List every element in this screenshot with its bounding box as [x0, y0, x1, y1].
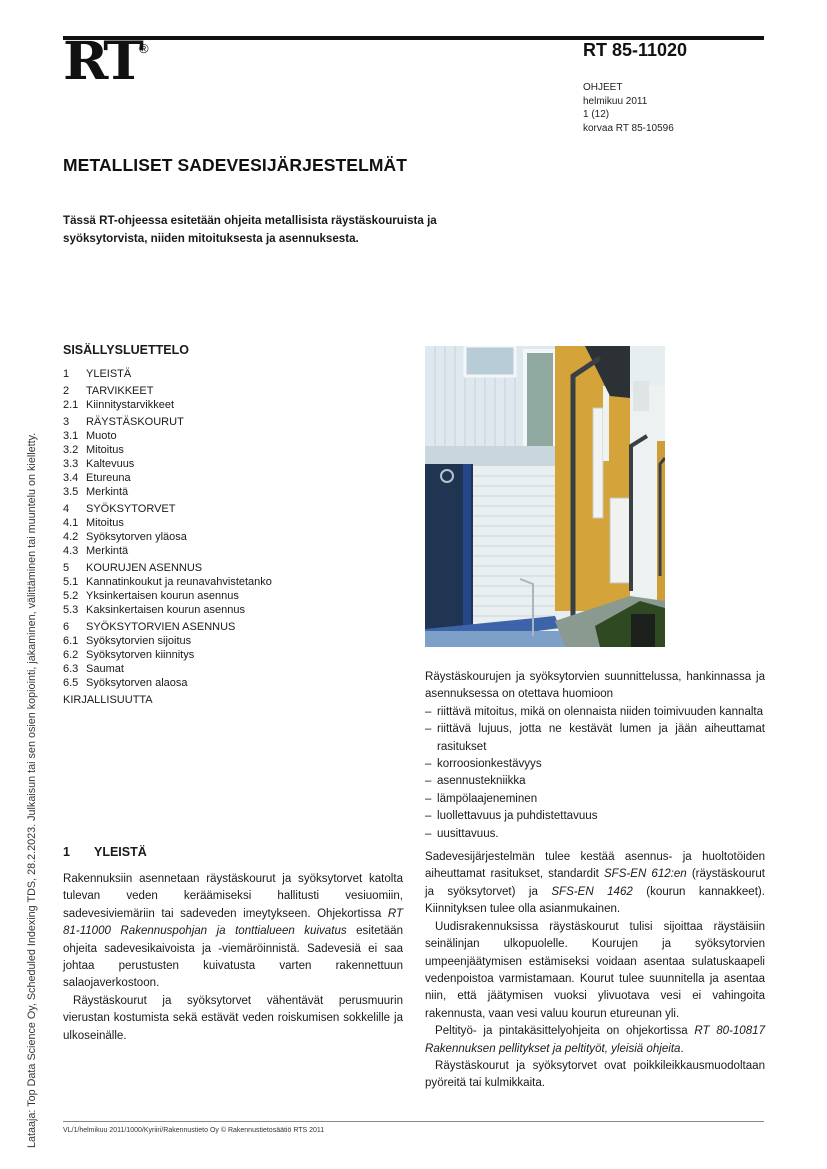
toc-item-label: RÄYSTÄSKOURUT	[86, 416, 184, 428]
toc-item-number: 3.2	[63, 444, 79, 456]
list-item: – riittävä mitoitus, mikä on olennaista niiden toimivuuden kannalta	[425, 704, 765, 721]
reference-sfs-en-1462: SFS-EN 1462	[551, 885, 633, 898]
document-code: RT 85-11020	[583, 40, 688, 60]
text: Rakennuksiin asennetaan räystäskourut ja syöksytorvet katolta tulevan veden keräämiseksi hallitusti vesiuomiin, sadevesiviemäriin tai sadeveden imeytykseen. Ohjekortissa	[63, 873, 403, 920]
toc-group	[63, 620, 403, 690]
building-photo	[425, 346, 665, 647]
toc-item-number: 6.3	[63, 663, 79, 675]
toc-item-number: 5.1	[63, 576, 79, 588]
page-count: 1 (12)	[583, 109, 610, 120]
toc-item-label: Muoto	[86, 430, 117, 442]
toc-item-number: 3.4	[63, 472, 79, 484]
toc-item-label: Mitoitus	[86, 517, 124, 529]
toc-item-number: 6.5	[63, 677, 79, 689]
lead-paragraph: Tässä RT-ohjeessa esitetään ohjeita metallisista räystäskouruista ja syöksytorvista, niiden mitoituksesta ja asennuksesta.	[63, 214, 437, 245]
text: .	[680, 1042, 684, 1055]
list-item: – uusittavuus.	[425, 826, 765, 843]
list-item: – riittävä lujuus, jotta ne kestävät lumen ja jään aiheuttamat rasitukset	[425, 721, 765, 756]
toc-item-label: Yksinkertaisen kourun asennus	[86, 590, 239, 602]
toc-group	[63, 415, 403, 499]
toc-item[interactable]	[63, 662, 403, 676]
replaces: korvaa RT 85-10596	[583, 122, 674, 134]
text: Sadevesijärjestelmän tulee kestää asennus- ja huoltotöiden aiheuttamat rasitukset, standardit	[425, 851, 765, 881]
toc-item[interactable]	[63, 648, 403, 662]
toc-item[interactable]	[63, 471, 403, 485]
toc-item-label: Syöksytorven yläosa	[86, 531, 187, 543]
toc-group	[63, 561, 403, 617]
section-title: YLEISTÄ	[94, 845, 147, 859]
toc-item-number: 3.3	[63, 458, 79, 470]
toc-item[interactable]	[63, 561, 403, 575]
toc-item-label: Kaksinkertaisen kourun asennus	[86, 604, 245, 616]
toc-item-label: Syöksytorvien sijoitus	[86, 635, 192, 647]
toc-item-label: Merkintä	[86, 545, 129, 557]
toc-item-label: YLEISTÄ	[86, 368, 132, 380]
toc-item[interactable]	[63, 415, 403, 429]
paragraph	[63, 871, 403, 993]
toc-item[interactable]	[63, 443, 403, 457]
toc-item[interactable]	[63, 384, 403, 398]
toc-item-label: KOURUJEN ASENNUS	[86, 562, 203, 574]
table-of-contents	[63, 343, 403, 707]
toc-item[interactable]	[63, 575, 403, 589]
toc-item[interactable]	[63, 530, 403, 544]
section-1-body	[63, 871, 403, 1045]
toc-item-number: 3	[63, 416, 70, 428]
toc-item[interactable]	[63, 398, 403, 412]
toc-item-label: TARVIKKEET	[86, 385, 154, 397]
toc-item-number: 6.2	[63, 649, 79, 661]
toc-item-number: 4.3	[63, 545, 79, 557]
toc-item-number: 6.1	[63, 635, 79, 647]
text: (räystäskourut ja syöksytorvet) ja	[425, 868, 765, 898]
paragraph	[425, 1023, 765, 1058]
toc-item[interactable]	[63, 502, 403, 516]
paragraph: Räystäskourut ja syöksytorvet ovat poikkileikkausmuodoltaan pyöreitä tai kulmikkaita.	[425, 1059, 765, 1090]
list-item: – luollettavuus ja puhdistettavuus	[425, 808, 765, 825]
toc-item-kirjallisuutta[interactable]: KIRJALLISUUTTA	[63, 694, 153, 706]
toc-item-label: SYÖKSYTORVET	[86, 503, 176, 515]
toc-item[interactable]	[63, 516, 403, 530]
paragraph	[425, 849, 765, 919]
toc-item[interactable]	[63, 676, 403, 690]
right-column-body	[425, 669, 765, 1093]
toc-item-label: Merkintä	[86, 486, 129, 498]
text: (kourun kannakkeet). Kiinnityksen tulee olla asianmukainen.	[425, 885, 765, 916]
toc-item[interactable]	[63, 485, 403, 499]
toc-group	[63, 367, 403, 381]
section-number: 1	[63, 845, 70, 859]
toc-item-number: 5.3	[63, 604, 79, 616]
toc-groups	[63, 367, 403, 690]
reference-sfs-en-612: SFS-EN 612:en	[603, 868, 687, 881]
toc-item-number: 2	[63, 385, 70, 397]
toc-item-number: 3.5	[63, 486, 79, 498]
toc-item-label: Etureuna	[86, 472, 131, 484]
reference-rt-81-11000: RT 81-11000 Rakennuspohjan ja tonttialueen kuivatus	[63, 907, 403, 938]
toc-item-label: Syöksytorven kiinnitys	[86, 649, 195, 661]
list-item: – asennustekniikka	[425, 773, 765, 790]
toc-item-number: 2.1	[63, 399, 79, 411]
toc-item-number: 5.2	[63, 590, 79, 602]
toc-item-label: Kannatinkoukut ja reunavahvistetanko	[86, 576, 272, 588]
list-item: – korroosionkestävyys	[425, 756, 765, 773]
toc-item-number: 4.1	[63, 517, 79, 529]
section-heading-yleista	[63, 845, 147, 859]
toc-item-label: Kaltevuus	[86, 458, 135, 470]
toc-item[interactable]	[63, 429, 403, 443]
toc-item-number: 6	[63, 621, 70, 633]
document-meta	[583, 81, 674, 135]
download-watermark: Lataaja: Top Data Science Oy, Scheduled Indexing TDS, 28.2.2023. Julkaisun tai sen osien kopiointi, jakaminen, välittäminen tai muuntelu on kielletty.	[26, 432, 38, 1148]
toc-group	[63, 502, 403, 558]
gutter-downpipe-photo-icon	[425, 346, 665, 647]
intro-paragraph: Räystäskourujen ja syöksytorvien suunnittelussa, hankinnassa ja asennuksessa on otettava huomioon	[425, 671, 765, 701]
toc-item-number: 1	[63, 368, 70, 380]
paragraph: Uudisrakennuksissa räystäskourut tulisi sijoittaa räystäisiin seinälinjan ulkopuolelle. Kourujen ja syöksytorvien umpeenjäätymisen estämiseksi voidaan asentaa sulatuskaapeli vedenpoistoa varmistamaan. Kourut tulee suunnitella ja asentaa niin, että jäätymisen vuoksi ylivuotava vesi ei vahingoita rakennusta, vaan vesi valuu kourun etureunan yli.	[425, 920, 765, 1020]
toc-item-number: 4	[63, 503, 70, 515]
footer-rule	[63, 1121, 764, 1122]
toc-item-label: Kiinnitystarvikkeet	[86, 399, 175, 411]
toc-group	[63, 384, 403, 412]
page-title: METALLISET SADEVESIJÄRJESTELMÄT	[63, 155, 408, 175]
toc-item[interactable]	[63, 589, 403, 603]
toc-item-number: 5	[63, 562, 70, 574]
toc-item[interactable]	[63, 457, 403, 471]
registered-mark: ®	[139, 41, 149, 56]
doc-type: OHJEET	[583, 82, 623, 93]
toc-item-label: Saumat	[86, 663, 124, 675]
toc-item[interactable]	[63, 544, 403, 558]
doc-date: helmikuu 2011	[583, 95, 648, 107]
toc-item-label: Syöksytorven alaosa	[86, 677, 188, 689]
list-item: – lämpölaajeneminen	[425, 791, 765, 808]
toc-item[interactable]	[63, 603, 403, 617]
toc-item-label: Mitoitus	[86, 444, 124, 456]
toc-item[interactable]	[63, 620, 403, 634]
paragraph: Räystäskourut ja syöksytorvet vähentävät perusmuurin vierustan kostumista sekä estävät veden roiskumisen sokkelille ja ulkoseinälle.	[63, 994, 403, 1042]
rt-logo: RT	[63, 31, 140, 92]
toc-item-label: SYÖKSYTORVIEN ASENNUS	[86, 621, 236, 633]
toc-item-number: 3.1	[63, 430, 79, 442]
toc-title: SISÄLLYSLUETTELO	[63, 343, 189, 357]
requirements-list	[425, 704, 765, 843]
toc-item[interactable]	[63, 634, 403, 648]
toc-item-number: 4.2	[63, 531, 79, 543]
footer-text: VL/1/helmikuu 2011/1000/Kyriiri/Rakennustieto Oy © Rakennustietosäätiö RTS 2011	[63, 1127, 325, 1134]
text: esitetään ohjeita sadevesikaivoista ja -viemäröinnistä. Sadevesiä ei saa johtaa perustusten kuivatusta varten rakennettuun salaojaverkostoon.	[63, 925, 403, 990]
reference-rt-80-10817: RT 80-10817 Rakennuksen pellitykset ja peltityöt, yleisiä ohjeita	[425, 1025, 765, 1055]
toc-item[interactable]	[63, 367, 403, 381]
text: Peltityö- ja pintakäsittelyohjeita on ohjekortissa	[435, 1025, 695, 1038]
